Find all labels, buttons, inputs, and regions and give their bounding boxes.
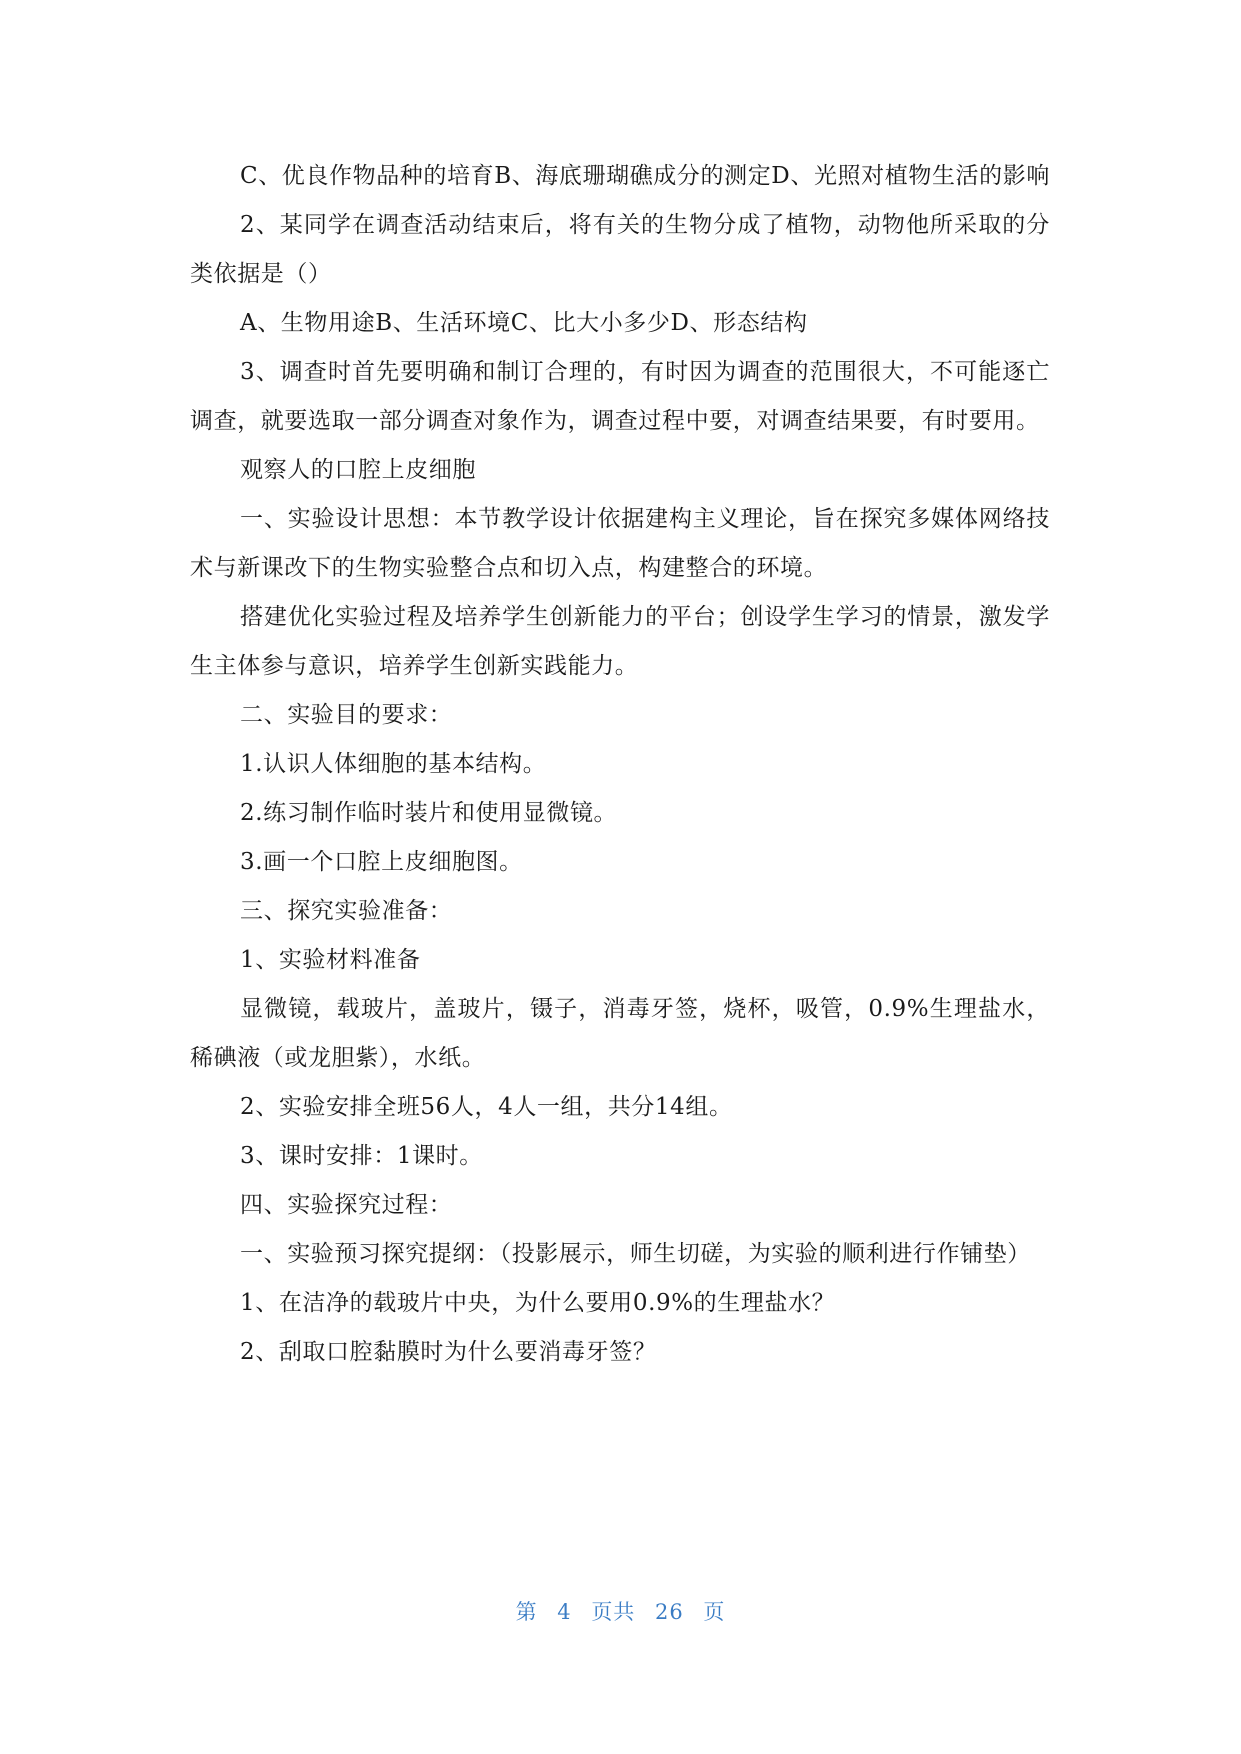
list-item: 2.练习制作临时装片和使用显微镜。 — [240, 800, 618, 826]
list-item: 2、刮取口腔黏膜时为什么要消毒牙签？ — [240, 1339, 657, 1365]
paragraph: A、生物用途B、生活环境C、比大小多少D、形态结构 — [240, 310, 808, 336]
paragraph: 3、调查时首先要明确和制订合理的，有时因为调查的范围很大，不可能逐亡调查，就要选取一部分调查对象作为，调查过程中要，对调查结果要，有时要用。 — [190, 359, 1050, 434]
list-item: 1、实验材料准备 — [240, 947, 421, 973]
footer-label-ye: 页 — [703, 1600, 726, 1624]
paragraph: 显微镜，载玻片，盖玻片，镊子，消毒牙签，烧杯，吸管，0.9%生理盐水，稀碘液（或龙胆紫），水纸。 — [190, 996, 1050, 1071]
list-item: 1.认识人体细胞的基本结构。 — [240, 751, 547, 777]
section-heading: 四、实验探究过程： — [240, 1192, 453, 1218]
list-item: 2、实验安排全班56人，4人一组，共分14组。 — [240, 1094, 733, 1120]
section-title: 观察人的口腔上皮细胞 — [240, 457, 476, 483]
footer-label-di: 第 — [515, 1600, 538, 1624]
page-footer — [0, 1596, 1241, 1626]
list-item: 3.画一个口腔上皮细胞图。 — [240, 849, 523, 875]
page-number-total: 26 — [655, 1600, 684, 1624]
document-body — [190, 152, 1050, 1377]
list-item: 3、课时安排：1课时。 — [240, 1143, 483, 1169]
paragraph: 搭建优化实验过程及培养学生创新能力的平台；创设学生学习的情景，激发学生主体参与意识，培养学生创新实践能力。 — [190, 604, 1050, 679]
paragraph: 2、某同学在调查活动结束后，将有关的生物分成了植物，动物他所采取的分类依据是（） — [190, 212, 1050, 287]
section-heading: 三、探究实验准备： — [240, 898, 453, 924]
section-heading: 二、实验目的要求： — [240, 702, 453, 728]
footer-label-ye-gong: 页共 — [591, 1600, 636, 1624]
paragraph: C、优良作物品种的培育B、海底珊瑚礁成分的测定D、光照对植物生活的影响 — [240, 163, 1050, 189]
paragraph: 一、实验预习探究提纲：（投影展示，师生切磋，为实验的顺利进行作铺垫） — [240, 1241, 1031, 1267]
paragraph: 一、实验设计思想：本节教学设计依据建构主义理论，旨在探究多媒体网络技术与新课改下的生物实验整合点和切入点，构建整合的环境。 — [190, 506, 1050, 581]
list-item: 1、在洁净的载玻片中央，为什么要用0.9%的生理盐水？ — [240, 1290, 836, 1316]
page-number-current: 4 — [557, 1600, 572, 1624]
